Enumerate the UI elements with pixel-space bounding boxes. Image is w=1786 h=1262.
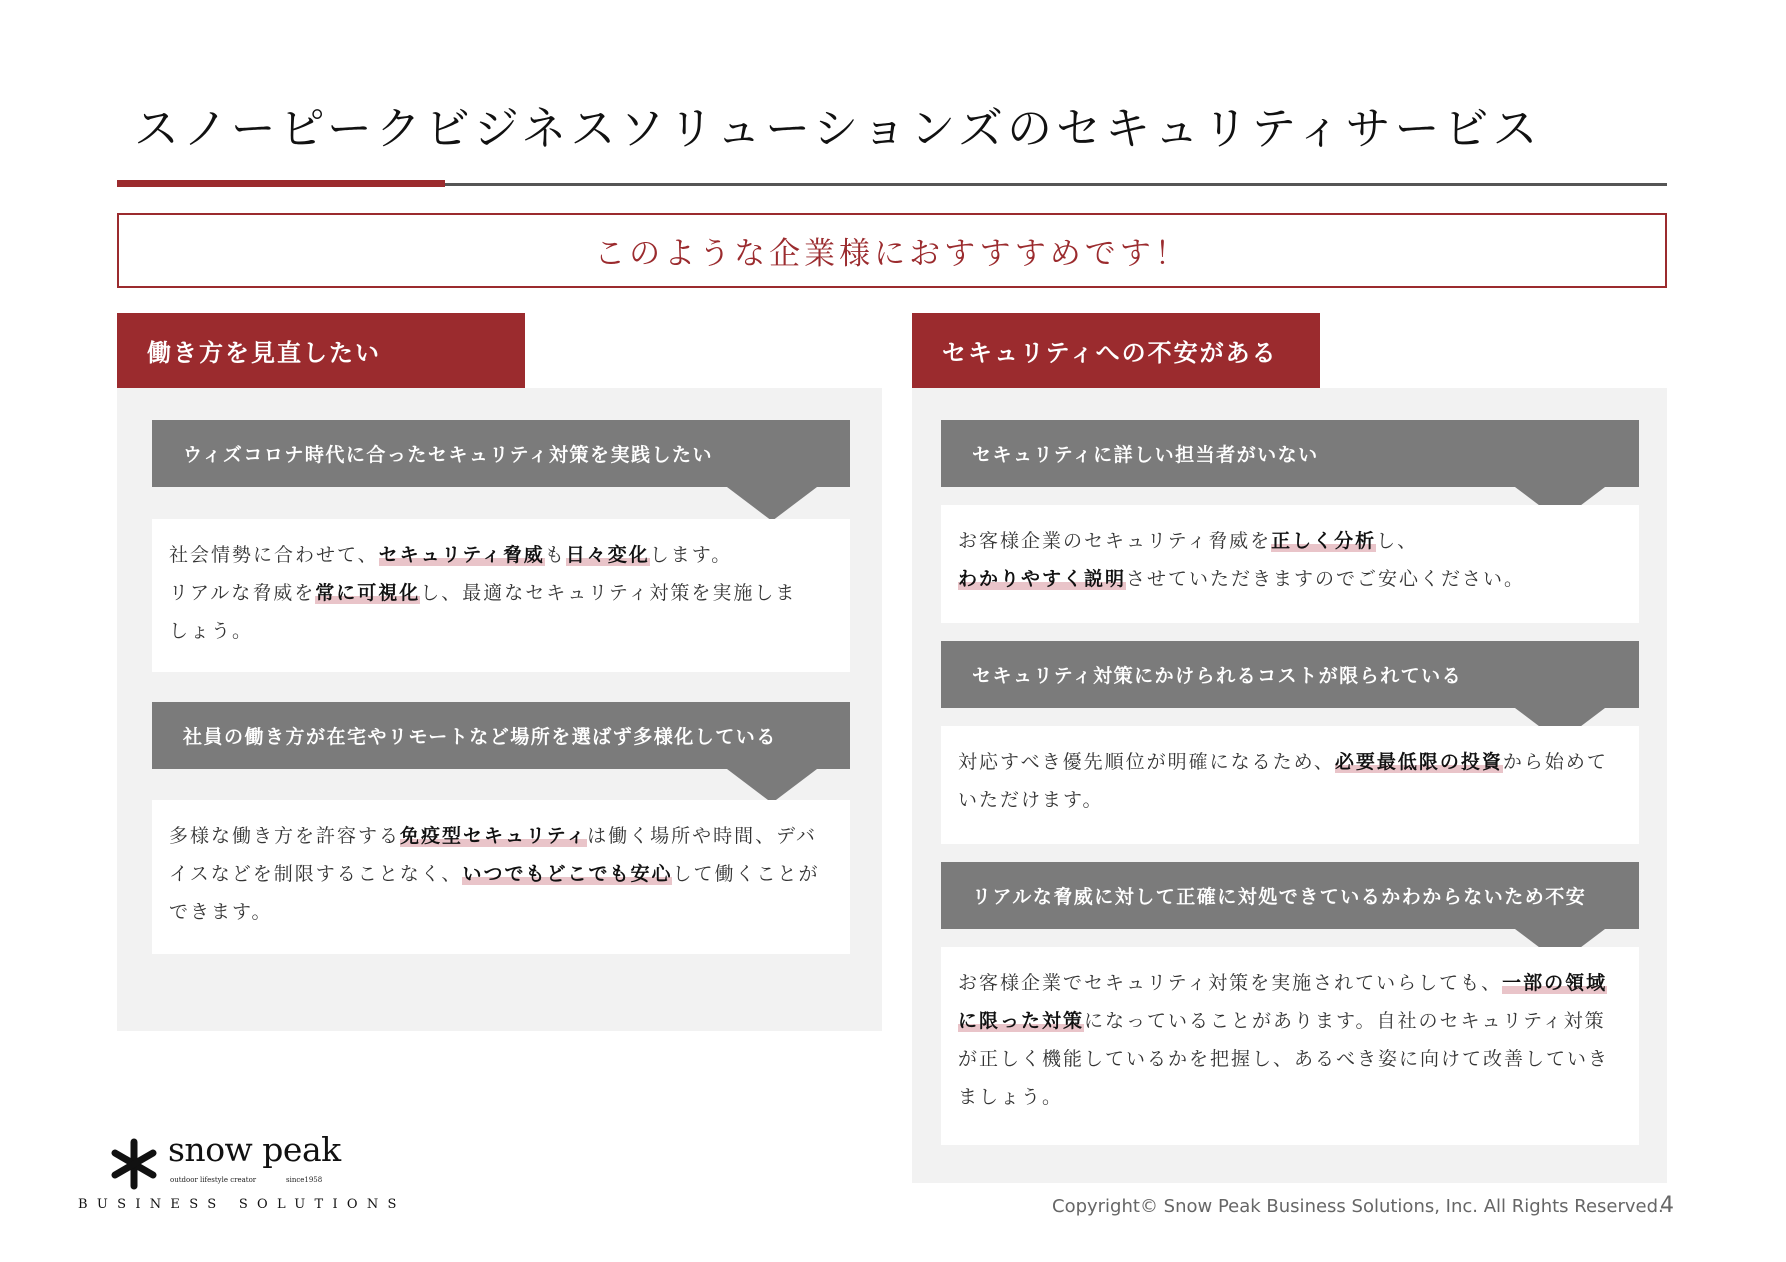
body-text: し、 (1376, 530, 1419, 552)
banner-text: このような企業様におすすすめです！ (594, 236, 1190, 272)
highlighted-text: いつでもどこでも安心 (462, 863, 673, 885)
body-text: しょう。 (169, 620, 254, 642)
left-card-2-body (152, 800, 850, 954)
right-column-tab: セキュリティへの不安がある (912, 313, 1320, 388)
body-text: して働くことが (672, 863, 820, 885)
body-line (958, 1078, 1623, 1116)
highlighted-text: 一部の領域 (1502, 972, 1608, 994)
page-title: スノーピークビジネスソリューションズのセキュリティサービス (134, 102, 1542, 155)
body-text: リアルな脅威を (169, 582, 316, 604)
body-text: お客様企業のセキュリティ脅威を (958, 530, 1272, 552)
logo-since: since1958 (286, 1176, 323, 1184)
body-text: いただけます。 (958, 789, 1104, 811)
right-card-1-body (941, 505, 1639, 623)
body-text: 対応すべき優先順位が明確になるため、 (958, 751, 1335, 773)
logo-wordmark: snow peak (168, 1130, 341, 1169)
body-line (169, 893, 834, 931)
body-text: 多様な働き方を許容する (169, 825, 401, 847)
body-text: が正しく機能しているかを把握し、あるべき姿に向けて改善していき (958, 1048, 1610, 1070)
left-card-1-heading: ウィズコロナ時代に合ったセキュリティ対策を実践したい (152, 420, 850, 487)
body-text: ましょう。 (958, 1086, 1064, 1108)
body-line (169, 574, 834, 612)
body-line (958, 781, 1623, 819)
highlighted-text: 常に可視化 (315, 582, 421, 604)
body-text: イスなどを制限することなく、 (169, 863, 463, 885)
left-column-tab: 働き方を見直したい (117, 313, 525, 388)
logo-tagline: outdoor lifestyle creator (170, 1176, 257, 1184)
body-text: 社会情勢に合わせて、 (169, 544, 379, 566)
body-line (958, 743, 1623, 781)
highlighted-text: わかりやすく説明 (958, 568, 1127, 590)
body-text: お客様企業でセキュリティ対策を実施されていらしても、 (958, 972, 1503, 994)
body-line (958, 522, 1623, 560)
body-line (169, 817, 834, 855)
right-card-3-body (941, 947, 1639, 1145)
body-line (169, 536, 834, 574)
body-line (958, 560, 1623, 598)
highlighted-text: 日々変化 (565, 544, 650, 566)
body-line (169, 855, 834, 893)
body-text: から始めて (1502, 751, 1608, 773)
highlighted-text: セキュリティ脅威 (378, 544, 545, 566)
right-card-1-heading: セキュリティに詳しい担当者がいない (941, 420, 1639, 487)
copyright-text: Copyright© Snow Peak Business Solutions, Inc. All Rights Reserved. (1052, 1196, 1664, 1217)
highlighted-text: 免疫型セキュリティ (400, 825, 588, 847)
body-line (958, 1040, 1623, 1078)
logo-subtitle: BUSINESS SOLUTIONS (78, 1197, 406, 1212)
body-line (958, 1002, 1623, 1040)
highlighted-text: 正しく分析 (1271, 530, 1377, 552)
highlighted-text: に限った対策 (958, 1010, 1085, 1032)
page-number: 4 (1660, 1193, 1674, 1218)
body-text: は働く場所や時間、デバ (587, 825, 817, 847)
body-text: します。 (649, 544, 733, 566)
body-text: させていただきますのでご安心ください。 (1126, 568, 1526, 590)
body-line (958, 964, 1623, 1002)
right-card-3-heading: リアルな脅威に対して正確に対処できているかわからないため不安 (941, 862, 1639, 929)
left-card-2-heading: 社員の働き方が在宅やリモートなど場所を選ばず多様化している (152, 702, 850, 769)
body-text: も (544, 544, 566, 566)
body-line (169, 612, 834, 650)
right-card-2-heading: セキュリティ対策にかけられるコストが限られている (941, 641, 1639, 708)
left-card-1-body (152, 519, 850, 672)
body-text: になっていることがあります。自社のセキュリティ対策 (1084, 1010, 1606, 1032)
right-card-2-body (941, 726, 1639, 844)
highlighted-text: 必要最低限の投資 (1334, 751, 1503, 773)
body-text: できます。 (169, 901, 273, 923)
title-underline-accent (117, 180, 445, 187)
recommendation-banner (117, 213, 1667, 288)
snowflake-icon (108, 1138, 160, 1190)
body-text: し、最適なセキュリティ対策を実施しま (420, 582, 797, 604)
